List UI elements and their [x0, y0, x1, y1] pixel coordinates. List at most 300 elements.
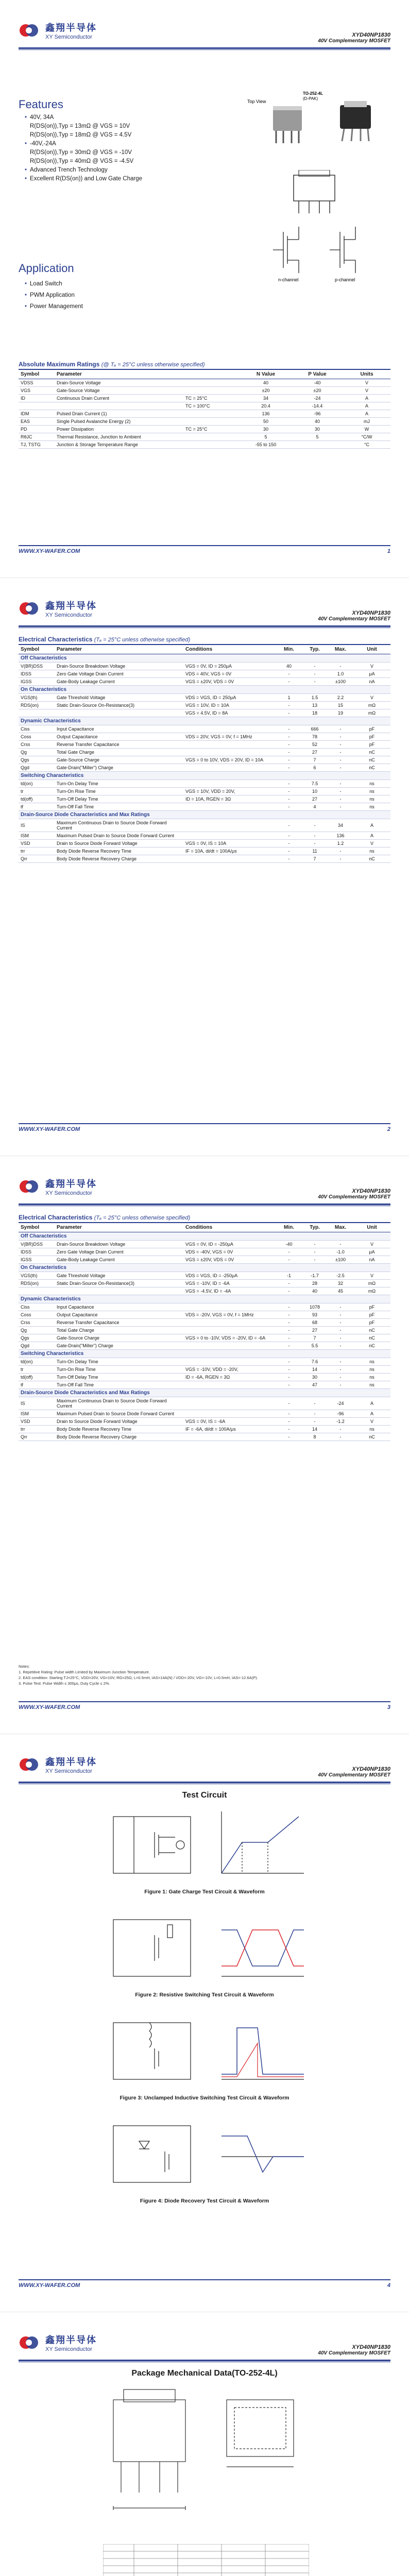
table-cell: - — [328, 1319, 353, 1327]
table-cell: Gate-Body Leakage Current — [55, 1256, 183, 1264]
feature-item: R(DS(on)),Typ = 40mΩ @ VGS = -4.5V — [30, 158, 134, 164]
table-cell: VGS = 10V, VDD = 20V, — [183, 788, 276, 795]
table-cell: IF = 10A, di/dt = 100A/μs — [183, 848, 276, 855]
table-cell: - — [328, 741, 353, 749]
footer-rule — [19, 545, 390, 546]
brand-chinese: 鑫翔半导体 — [45, 1757, 97, 1767]
table-cell: 666 — [302, 725, 328, 733]
table-cell: μA — [353, 1248, 390, 1256]
table-cell: - — [328, 780, 353, 788]
table-cell: - — [276, 1311, 302, 1319]
table-cell: V — [353, 663, 390, 670]
header-rule — [19, 1782, 390, 1783]
table-cell: - — [276, 1366, 302, 1374]
table-cell: - — [276, 1358, 302, 1366]
table-cell: - — [302, 1418, 328, 1426]
column-header: Unit — [353, 645, 390, 654]
uis-circuit — [103, 2012, 309, 2090]
table-cell: - — [276, 832, 302, 840]
table-cell: ns — [353, 1374, 390, 1381]
table-cell: - — [276, 848, 302, 855]
table-row — [19, 756, 390, 764]
table-cell: Ciss — [19, 1303, 55, 1311]
header-rule — [19, 2360, 390, 2361]
part-description: 40V Complementary MOSFET — [318, 1194, 390, 1200]
table-section-row — [19, 1389, 390, 1397]
column-header: N Value — [240, 369, 292, 379]
table-cell: PD — [19, 426, 55, 433]
table-cell: - — [328, 1327, 353, 1334]
table-cell: °C — [343, 441, 390, 449]
feature-item: R(DS(on)),Typ = 13mΩ @ VGS = 10V — [30, 123, 130, 129]
footer-rule — [19, 1701, 390, 1702]
table-cell: TJ, TSTG — [19, 441, 55, 449]
footer-website[interactable]: WWW.XY-WAFER.COM — [19, 2282, 80, 2289]
table-cell: - — [328, 725, 353, 733]
table-cell: VGS = 10V, ID = 10A — [183, 702, 276, 709]
table-row — [19, 433, 390, 441]
table-cell: - — [328, 1374, 353, 1381]
table-cell: - — [276, 803, 302, 811]
table-cell: nC — [353, 756, 390, 764]
table-cell: - — [276, 709, 302, 717]
table-row — [19, 663, 390, 670]
table-row — [19, 832, 390, 840]
table-cell: VGS = ±20V, VDS = 0V — [183, 1256, 276, 1264]
table-cell: 40 — [302, 1287, 328, 1295]
table-cell: 47 — [302, 1381, 328, 1389]
table-cell: mΩ — [353, 1287, 390, 1295]
table-row — [19, 855, 390, 863]
table-cell: Drain-Source Diode Characteristics and Max Ratings — [19, 811, 390, 819]
amr-condition: (@ Tₐ = 25°C unless otherwise specified) — [101, 362, 205, 368]
table-cell: 78 — [302, 733, 328, 741]
table-cell: VGS(th) — [19, 1272, 55, 1280]
table-cell — [55, 709, 183, 717]
table-cell: - — [276, 702, 302, 709]
table-cell: ns — [353, 795, 390, 803]
table-cell: Drain-Source Breakdown Voltage — [55, 1241, 183, 1248]
table-cell: 5 — [292, 433, 343, 441]
footnote-line: 2. EAS condition: Starting TJ=25°C, VDD=20V, VG=10V, RG=25Ω, L=0.5mH, IAS=14A(N) / VDD=-20V, VG=-10V, L=0.5mH, IAS=-12.6A(P). — [19, 1675, 258, 1680]
page-footer — [19, 2282, 390, 2289]
feature-item: R(DS(on)),Typ = 18mΩ @ VGS = 4.5V — [30, 132, 132, 138]
table-cell: VDS = -40V, VGS = 0V — [183, 1248, 276, 1256]
table-cell: - — [328, 1342, 353, 1350]
page-number: 4 — [387, 2282, 390, 2289]
table-cell: - — [328, 1334, 353, 1342]
table-cell: 14 — [302, 1426, 328, 1433]
table-row — [19, 395, 390, 402]
package-note-label: (D-PAK) — [303, 96, 318, 101]
table-cell: 10 — [302, 788, 328, 795]
table-cell: - — [328, 788, 353, 795]
top-view-label: Top View — [247, 99, 266, 104]
table-cell: td(on) — [19, 1358, 55, 1366]
table-cell: A — [343, 410, 390, 418]
table-cell: -24 — [292, 395, 343, 402]
table-cell: -24 — [328, 1397, 353, 1410]
table-cell: tr — [19, 1366, 55, 1374]
table-cell: - — [328, 1358, 353, 1366]
table-cell: -1 — [276, 1272, 302, 1280]
table-row — [19, 819, 390, 832]
table-cell: Gate-Source Voltage — [55, 387, 183, 395]
footer-website[interactable]: WWW.XY-WAFER.COM — [19, 1126, 80, 1132]
table-cell: - — [276, 1418, 302, 1426]
table-cell: VGS = 0V, ID = -250μA — [183, 1241, 276, 1248]
table-cell: IDSS — [19, 670, 55, 678]
table-cell: Power Dissipation — [55, 426, 183, 433]
table-cell: Coss — [19, 733, 55, 741]
table-cell: - — [302, 1248, 328, 1256]
table-cell: VGS = -10V, ID = -6A — [183, 1280, 276, 1287]
table-cell: - — [328, 795, 353, 803]
table-cell: mΩ — [353, 709, 390, 717]
header-rule — [19, 625, 390, 627]
table-row — [19, 1256, 390, 1264]
table-cell: Continuous Drain Current — [55, 395, 183, 402]
table-cell — [183, 855, 276, 863]
table-cell: - — [328, 663, 353, 670]
table-cell: TC = 100°C — [183, 402, 240, 410]
company-logo — [19, 1755, 97, 1774]
table-cell: 1.0 — [328, 670, 353, 678]
table-cell: -1.0 — [328, 1248, 353, 1256]
table-cell: - — [328, 764, 353, 772]
header-rule — [19, 1204, 390, 1205]
table-cell: °C/W — [343, 433, 390, 441]
table-cell — [183, 725, 276, 733]
table-cell: Off Characteristics — [19, 1232, 390, 1241]
table-cell: Output Capacitance — [55, 1311, 183, 1319]
table-cell: - — [302, 663, 328, 670]
page-header — [19, 21, 390, 45]
table-cell: td(off) — [19, 795, 55, 803]
table-cell — [183, 441, 240, 449]
table-cell: ns — [353, 788, 390, 795]
brand-chinese: 鑫翔半导体 — [45, 23, 97, 33]
table-row — [19, 1397, 390, 1410]
table-section-row — [19, 772, 390, 780]
table-cell: 7.5 — [302, 780, 328, 788]
table-cell: Crss — [19, 1319, 55, 1327]
table-cell: Maximum Continuous Drain to Source Diode Forward Current — [55, 819, 183, 832]
table-cell: 27 — [302, 1327, 328, 1334]
table-cell — [183, 1358, 276, 1366]
table-row — [19, 741, 390, 749]
table-cell: ISM — [19, 832, 55, 840]
table-cell: Qg — [19, 749, 55, 756]
header-rule — [19, 47, 390, 49]
table-cell — [183, 1342, 276, 1350]
table-cell: A — [353, 1410, 390, 1418]
table-cell: Gate-Body Leakage Current — [55, 678, 183, 686]
page-2 — [0, 578, 409, 1156]
table-cell: - — [276, 788, 302, 795]
part-number: XYD40NP1830 — [352, 32, 390, 38]
electrical-heading — [19, 1214, 190, 1221]
table-row — [19, 1327, 390, 1334]
table-cell: 30 — [292, 426, 343, 433]
column-header — [183, 369, 240, 379]
column-header: Symbol — [19, 369, 55, 379]
table-cell: 1 — [276, 694, 302, 702]
table-cell: 7 — [302, 1334, 328, 1342]
table-cell: 8 — [302, 1433, 328, 1441]
features-heading: Features — [19, 98, 63, 111]
table-cell: nC — [353, 749, 390, 756]
brand-english: XY Semiconductor — [45, 1190, 92, 1196]
table-cell: TC = 25°C — [183, 426, 240, 433]
table-cell: 50 — [240, 418, 292, 426]
table-cell: - — [302, 840, 328, 848]
column-header: P Value — [292, 369, 343, 379]
table-row — [19, 1311, 390, 1319]
table-cell: VGS(th) — [19, 694, 55, 702]
table-cell: 30 — [302, 1374, 328, 1381]
column-header: Conditions — [183, 645, 276, 654]
table-cell: - — [276, 855, 302, 863]
table-cell: Switching Characteristics — [19, 1350, 390, 1358]
table-row — [19, 733, 390, 741]
table-cell: Total Gate Charge — [55, 749, 183, 756]
table-cell: 1078 — [302, 1303, 328, 1311]
table-cell: - — [276, 1342, 302, 1350]
table-cell: Gate Threshold Voltage — [55, 694, 183, 702]
table-cell: Dynamic Characteristics — [19, 1295, 390, 1303]
table-cell: pF — [353, 733, 390, 741]
table-cell: V(BR)DSS — [19, 1241, 55, 1248]
table-cell: nA — [353, 678, 390, 686]
page-footer — [19, 1126, 390, 1132]
table-cell: ns — [353, 780, 390, 788]
table-cell: Turn-On Rise Time — [55, 788, 183, 795]
table-cell — [183, 418, 240, 426]
table-cell — [55, 402, 183, 410]
table-row — [19, 426, 390, 433]
company-logo — [19, 599, 97, 618]
table-cell: Static Drain-Source On-Resistance(3) — [55, 702, 183, 709]
table-cell: Gate-Drain("Miller") Charge — [55, 1342, 183, 1350]
table-section-row — [19, 654, 390, 663]
table-cell: - — [276, 678, 302, 686]
brand-english: XY Semiconductor — [45, 2346, 92, 2352]
footnote-line: Notes: — [19, 1664, 30, 1669]
electrical-title: Electrical Characteristics — [19, 636, 93, 643]
amr-title: Absolute Maximum Ratings — [19, 361, 100, 368]
feature-item: • -40V,-24A — [25, 140, 142, 148]
feature-item: • 40V, 34A — [25, 113, 142, 122]
brand-chinese: 鑫翔半导体 — [45, 2335, 97, 2345]
table-row — [19, 1374, 390, 1381]
table-cell: V(BR)DSS — [19, 663, 55, 670]
table-cell — [183, 1397, 276, 1410]
footer-rule — [19, 1123, 390, 1124]
resistive-switching-circuit — [103, 1909, 309, 1987]
table-cell — [19, 402, 55, 410]
table-cell: -55 to 150 — [240, 441, 292, 449]
part-number: XYD40NP1830 — [352, 610, 390, 616]
table-cell: Reverse Transfer Capacitance — [55, 1319, 183, 1327]
table-cell: 11 — [302, 848, 328, 855]
table-section-row — [19, 717, 390, 725]
header-part-info — [318, 2344, 390, 2356]
table-cell: 27 — [302, 749, 328, 756]
table-cell: - — [276, 764, 302, 772]
package-dimension-table — [103, 2544, 309, 2576]
part-description: 40V Complementary MOSFET — [318, 616, 390, 622]
table-cell: Off Characteristics — [19, 654, 390, 663]
table-cell: - — [276, 1433, 302, 1441]
table-cell: Drain to Source Diode Forward Voltage — [55, 1418, 183, 1426]
table-cell: V — [343, 387, 390, 395]
table-section-row — [19, 686, 390, 694]
p-channel-label: p-channel — [335, 277, 355, 282]
table-cell: 34 — [328, 819, 353, 832]
table-cell: 1.2 — [328, 840, 353, 848]
table-cell: - — [302, 1241, 328, 1248]
application-heading: Application — [19, 262, 74, 275]
table-cell: Turn-On Delay Time — [55, 1358, 183, 1366]
table-cell: Gate Threshold Voltage — [55, 1272, 183, 1280]
table-cell: VDS = VGS, ID = -250μA — [183, 1272, 276, 1280]
table-cell: 68 — [302, 1319, 328, 1327]
table-cell: 136 — [240, 410, 292, 418]
footer-website[interactable]: WWW.XY-WAFER.COM — [19, 548, 80, 554]
table-cell: VSD — [19, 1418, 55, 1426]
table-cell: ±100 — [328, 1256, 353, 1264]
table-row — [19, 840, 390, 848]
table-cell: ID = 10A, RGEN = 3Ω — [183, 795, 276, 803]
table-cell: ns — [353, 1381, 390, 1389]
figure-caption: Figure 1: Gate Charge Test Circuit & Waveform — [144, 1889, 265, 1895]
table-cell: V — [353, 1241, 390, 1248]
table-cell: - — [302, 1256, 328, 1264]
table-cell — [292, 441, 343, 449]
table-cell: nC — [353, 1433, 390, 1441]
logo-mark-icon — [19, 21, 41, 40]
table-cell: td(on) — [19, 780, 55, 788]
footnote-line: 3. Pulse Test: Pulse Width ≤ 300μs, Duty Cycle ≤ 2%. — [19, 1681, 110, 1686]
table-row — [19, 694, 390, 702]
table-cell: -2.5 — [328, 1272, 353, 1280]
table-cell: -40 — [276, 1241, 302, 1248]
table-cell: A — [353, 1397, 390, 1410]
table-cell: mΩ — [353, 702, 390, 709]
page-number: 2 — [387, 1126, 390, 1132]
table-cell: V — [353, 1272, 390, 1280]
page-header — [19, 1755, 390, 1780]
table-cell: Gate-Source Charge — [55, 1334, 183, 1342]
page-header — [19, 599, 390, 623]
table-cell: tr — [19, 788, 55, 795]
table-cell: Dynamic Characteristics — [19, 717, 390, 725]
table-cell: - — [328, 803, 353, 811]
table-cell: 7.6 — [302, 1358, 328, 1366]
table-cell: - — [276, 780, 302, 788]
table-cell: - — [276, 749, 302, 756]
table-cell: -14.4 — [292, 402, 343, 410]
table-cell: - — [276, 1303, 302, 1311]
table-cell: nA — [353, 1256, 390, 1264]
table-cell: - — [276, 1287, 302, 1295]
table-row — [19, 1241, 390, 1248]
table-cell: nC — [353, 764, 390, 772]
table-cell: nC — [353, 1342, 390, 1350]
table-cell: ns — [353, 1358, 390, 1366]
application-item: • Load Switch — [25, 278, 83, 290]
company-logo — [19, 21, 97, 40]
header-part-info — [318, 1766, 390, 1778]
table-cell — [183, 1327, 276, 1334]
n-channel-label: n-channel — [278, 277, 299, 282]
table-cell: A — [343, 395, 390, 402]
table-cell: - — [276, 1374, 302, 1381]
table-row — [19, 1342, 390, 1350]
table-cell: μA — [353, 670, 390, 678]
table-cell: Turn-On Delay Time — [55, 780, 183, 788]
table-cell: VGS = 0 to -10V, VDS = -20V, ID = -6A — [183, 1334, 276, 1342]
column-header: Typ. — [302, 1223, 328, 1232]
table-cell: Ciss — [19, 725, 55, 733]
table-row — [19, 725, 390, 733]
table-cell: - — [328, 1433, 353, 1441]
table-cell: VGS = -4.5V, ID = -4A — [183, 1287, 276, 1295]
table-row — [19, 410, 390, 418]
table-row — [19, 441, 390, 449]
table-cell: Static Drain-Source On-Resistance(3) — [55, 1280, 183, 1287]
table-cell: -96 — [292, 410, 343, 418]
table-row — [19, 1319, 390, 1327]
table-cell: - — [328, 749, 353, 756]
table-cell: EAS — [19, 418, 55, 426]
table-cell: 30 — [240, 426, 292, 433]
table-cell: Gate-Source Charge — [55, 756, 183, 764]
part-description: 40V Complementary MOSFET — [318, 2350, 390, 2356]
diode-recovery-circuit — [103, 2115, 309, 2193]
table-cell: pF — [353, 725, 390, 733]
footer-website[interactable]: WWW.XY-WAFER.COM — [19, 1704, 80, 1710]
table-row — [19, 1358, 390, 1366]
company-logo — [19, 1177, 97, 1196]
table-cell: IF = -6A, di/dt = 100A/μs — [183, 1426, 276, 1433]
table-cell: 52 — [302, 741, 328, 749]
table-cell: td(off) — [19, 1374, 55, 1381]
column-header: Typ. — [302, 645, 328, 654]
table-cell: - — [276, 756, 302, 764]
table-cell: IS — [19, 819, 55, 832]
table-cell: Zero Gate Voltage Drain Current — [55, 1248, 183, 1256]
table-row — [19, 1303, 390, 1311]
table-cell: ±20 — [240, 387, 292, 395]
table-cell: IDSS — [19, 1248, 55, 1256]
table-cell: - — [328, 1311, 353, 1319]
table-cell: Body Diode Reverse Recovery Time — [55, 848, 183, 855]
logo-mark-icon — [19, 1177, 41, 1196]
table-cell: mΩ — [353, 1280, 390, 1287]
table-cell: ±20 — [292, 387, 343, 395]
table-cell: 18 — [302, 709, 328, 717]
table-cell: Thermal Resistance, Junction to Ambient — [55, 433, 183, 441]
table-cell: Input Capacitance — [55, 1303, 183, 1311]
table-cell — [183, 764, 276, 772]
header-part-info — [318, 32, 390, 44]
table-cell: 6 — [302, 764, 328, 772]
table-cell: Turn-Off Fall Time — [55, 803, 183, 811]
page-header — [19, 1177, 390, 1201]
mosfet-symbols — [263, 222, 386, 283]
